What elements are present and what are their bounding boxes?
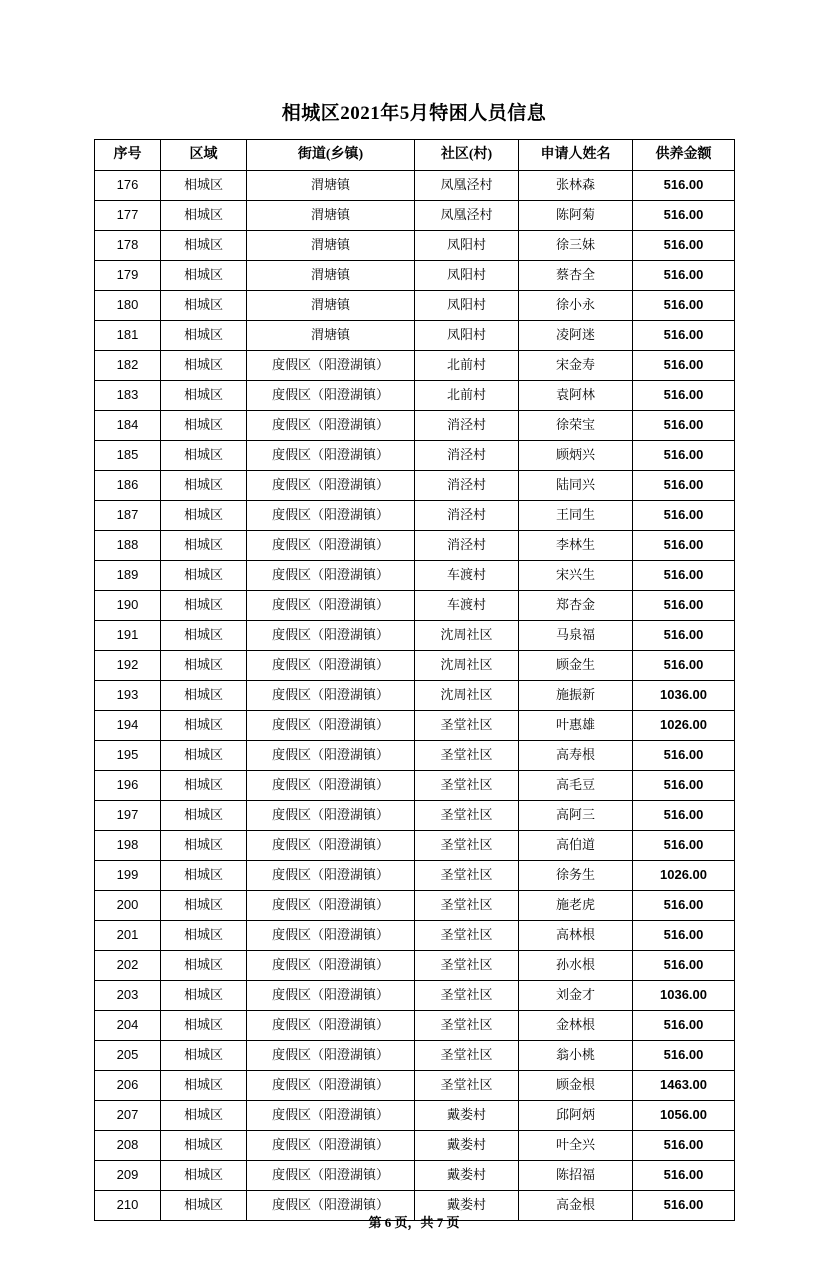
cell-community: 圣堂社区 — [415, 1041, 519, 1071]
cell-index: 200 — [95, 891, 161, 921]
cell-applicant: 金林根 — [519, 1011, 633, 1041]
cell-index: 176 — [95, 171, 161, 201]
cell-index: 177 — [95, 201, 161, 231]
cell-street: 度假区（阳澄湖镇） — [247, 1101, 415, 1131]
cell-community: 圣堂社区 — [415, 861, 519, 891]
table-row — [95, 471, 735, 501]
cell-index: 207 — [95, 1101, 161, 1131]
cell-index: 178 — [95, 231, 161, 261]
cell-applicant: 叶全兴 — [519, 1131, 633, 1161]
cell-community: 消泾村 — [415, 501, 519, 531]
cell-amount: 516.00 — [633, 771, 735, 801]
cell-street: 度假区（阳澄湖镇） — [247, 381, 415, 411]
cell-applicant: 徐务生 — [519, 861, 633, 891]
cell-amount: 516.00 — [633, 921, 735, 951]
table-row — [95, 1071, 735, 1101]
cell-region: 相城区 — [161, 501, 247, 531]
cell-region: 相城区 — [161, 741, 247, 771]
cell-index: 206 — [95, 1071, 161, 1101]
cell-amount: 516.00 — [633, 591, 735, 621]
column-header-community: 社区(村) — [415, 140, 519, 171]
table-row — [95, 861, 735, 891]
table-row — [95, 381, 735, 411]
cell-community: 圣堂社区 — [415, 891, 519, 921]
cell-community: 圣堂社区 — [415, 1011, 519, 1041]
cell-amount: 1026.00 — [633, 711, 735, 741]
cell-region: 相城区 — [161, 291, 247, 321]
table-row — [95, 351, 735, 381]
cell-region: 相城区 — [161, 1161, 247, 1191]
cell-applicant: 宋兴生 — [519, 561, 633, 591]
cell-applicant: 宋金寿 — [519, 351, 633, 381]
cell-applicant: 王同生 — [519, 501, 633, 531]
cell-community: 北前村 — [415, 351, 519, 381]
table-row — [95, 1131, 735, 1161]
cell-region: 相城区 — [161, 351, 247, 381]
cell-applicant: 施老虎 — [519, 891, 633, 921]
cell-region: 相城区 — [161, 171, 247, 201]
cell-index: 194 — [95, 711, 161, 741]
cell-applicant: 马泉福 — [519, 621, 633, 651]
cell-region: 相城区 — [161, 891, 247, 921]
table-row — [95, 711, 735, 741]
cell-street: 度假区（阳澄湖镇） — [247, 681, 415, 711]
table-row — [95, 891, 735, 921]
table-row — [95, 1161, 735, 1191]
cell-amount: 516.00 — [633, 351, 735, 381]
cell-applicant: 张林森 — [519, 171, 633, 201]
cell-amount: 1056.00 — [633, 1101, 735, 1131]
cell-region: 相城区 — [161, 441, 247, 471]
cell-applicant: 袁阿林 — [519, 381, 633, 411]
cell-street: 度假区（阳澄湖镇） — [247, 831, 415, 861]
table-row — [95, 621, 735, 651]
cell-community: 凤凰泾村 — [415, 171, 519, 201]
cell-applicant: 孙水根 — [519, 951, 633, 981]
cell-applicant: 蔡杏全 — [519, 261, 633, 291]
cell-amount: 1036.00 — [633, 681, 735, 711]
table-row — [95, 651, 735, 681]
cell-index: 181 — [95, 321, 161, 351]
cell-applicant: 刘金才 — [519, 981, 633, 1011]
cell-applicant: 郑杏金 — [519, 591, 633, 621]
table-row — [95, 1011, 735, 1041]
cell-region: 相城区 — [161, 921, 247, 951]
cell-street: 度假区（阳澄湖镇） — [247, 1071, 415, 1101]
cell-index: 186 — [95, 471, 161, 501]
cell-applicant: 顾炳兴 — [519, 441, 633, 471]
cell-community: 圣堂社区 — [415, 771, 519, 801]
cell-street: 度假区（阳澄湖镇） — [247, 711, 415, 741]
cell-community: 车渡村 — [415, 561, 519, 591]
cell-index: 199 — [95, 861, 161, 891]
cell-region: 相城区 — [161, 861, 247, 891]
table-row — [95, 171, 735, 201]
table-row — [95, 501, 735, 531]
cell-applicant: 施振新 — [519, 681, 633, 711]
cell-index: 184 — [95, 411, 161, 441]
table-row — [95, 561, 735, 591]
cell-community: 凤凰泾村 — [415, 201, 519, 231]
cell-community: 圣堂社区 — [415, 801, 519, 831]
cell-amount: 516.00 — [633, 201, 735, 231]
cell-region: 相城区 — [161, 231, 247, 261]
cell-region: 相城区 — [161, 1041, 247, 1071]
cell-street: 度假区（阳澄湖镇） — [247, 771, 415, 801]
cell-applicant: 陈招福 — [519, 1161, 633, 1191]
cell-community: 沈周社区 — [415, 621, 519, 651]
cell-amount: 516.00 — [633, 1191, 735, 1221]
cell-applicant: 高林根 — [519, 921, 633, 951]
cell-applicant: 顾金生 — [519, 651, 633, 681]
cell-street: 度假区（阳澄湖镇） — [247, 591, 415, 621]
cell-region: 相城区 — [161, 591, 247, 621]
column-header-amount: 供养金额 — [633, 140, 735, 171]
cell-community: 北前村 — [415, 381, 519, 411]
table-row — [95, 921, 735, 951]
cell-amount: 516.00 — [633, 651, 735, 681]
column-header-applicant: 申请人姓名 — [519, 140, 633, 171]
cell-index: 210 — [95, 1191, 161, 1221]
cell-street: 度假区（阳澄湖镇） — [247, 891, 415, 921]
cell-applicant: 凌阿迷 — [519, 321, 633, 351]
cell-street: 度假区（阳澄湖镇） — [247, 471, 415, 501]
cell-street: 度假区（阳澄湖镇） — [247, 1131, 415, 1161]
cell-applicant: 高阿三 — [519, 801, 633, 831]
column-header-region: 区域 — [161, 140, 247, 171]
cell-index: 189 — [95, 561, 161, 591]
cell-region: 相城区 — [161, 621, 247, 651]
cell-community: 戴娄村 — [415, 1191, 519, 1221]
cell-applicant: 徐荣宝 — [519, 411, 633, 441]
page-footer: 第 6 页，共 7 页 — [368, 1215, 460, 1230]
table-row — [95, 771, 735, 801]
cell-applicant: 陈阿菊 — [519, 201, 633, 231]
cell-community: 消泾村 — [415, 411, 519, 441]
cell-street: 度假区（阳澄湖镇） — [247, 1161, 415, 1191]
cell-amount: 516.00 — [633, 441, 735, 471]
cell-region: 相城区 — [161, 1191, 247, 1221]
cell-community: 凤阳村 — [415, 261, 519, 291]
cell-street: 度假区（阳澄湖镇） — [247, 651, 415, 681]
table-row — [95, 441, 735, 471]
cell-index: 201 — [95, 921, 161, 951]
table-row — [95, 801, 735, 831]
cell-community: 消泾村 — [415, 441, 519, 471]
cell-community: 消泾村 — [415, 471, 519, 501]
cell-region: 相城区 — [161, 1131, 247, 1161]
cell-street: 度假区（阳澄湖镇） — [247, 411, 415, 441]
cell-region: 相城区 — [161, 951, 247, 981]
cell-index: 203 — [95, 981, 161, 1011]
cell-community: 戴娄村 — [415, 1101, 519, 1131]
cell-community: 凤阳村 — [415, 231, 519, 261]
cell-street: 渭塘镇 — [247, 231, 415, 261]
table-row — [95, 1101, 735, 1131]
table-row — [95, 531, 735, 561]
cell-community: 车渡村 — [415, 591, 519, 621]
cell-index: 191 — [95, 621, 161, 651]
cell-index: 190 — [95, 591, 161, 621]
cell-amount: 516.00 — [633, 291, 735, 321]
table-row — [95, 981, 735, 1011]
cell-street: 度假区（阳澄湖镇） — [247, 981, 415, 1011]
cell-community: 凤阳村 — [415, 321, 519, 351]
table-row — [95, 201, 735, 231]
cell-index: 202 — [95, 951, 161, 981]
cell-index: 187 — [95, 501, 161, 531]
cell-applicant: 陆同兴 — [519, 471, 633, 501]
cell-applicant: 翁小桃 — [519, 1041, 633, 1071]
column-header-street: 街道(乡镇) — [247, 140, 415, 171]
cell-street: 度假区（阳澄湖镇） — [247, 501, 415, 531]
cell-street: 度假区（阳澄湖镇） — [247, 351, 415, 381]
cell-region: 相城区 — [161, 531, 247, 561]
cell-amount: 1463.00 — [633, 1071, 735, 1101]
cell-amount: 516.00 — [633, 561, 735, 591]
cell-amount: 516.00 — [633, 831, 735, 861]
table-row — [95, 291, 735, 321]
cell-amount: 516.00 — [633, 741, 735, 771]
cell-community: 圣堂社区 — [415, 741, 519, 771]
cell-applicant: 徐小永 — [519, 291, 633, 321]
cell-community: 圣堂社区 — [415, 831, 519, 861]
cell-community: 圣堂社区 — [415, 711, 519, 741]
cell-amount: 516.00 — [633, 261, 735, 291]
cell-applicant: 徐三妹 — [519, 231, 633, 261]
cell-amount: 516.00 — [633, 171, 735, 201]
cell-amount: 516.00 — [633, 321, 735, 351]
cell-street: 度假区（阳澄湖镇） — [247, 801, 415, 831]
table-header — [95, 140, 735, 171]
cell-amount: 1036.00 — [633, 981, 735, 1011]
cell-index: 209 — [95, 1161, 161, 1191]
cell-index: 196 — [95, 771, 161, 801]
cell-region: 相城区 — [161, 711, 247, 741]
cell-street: 度假区（阳澄湖镇） — [247, 531, 415, 561]
cell-index: 192 — [95, 651, 161, 681]
cell-index: 198 — [95, 831, 161, 861]
cell-index: 182 — [95, 351, 161, 381]
cell-street: 渭塘镇 — [247, 291, 415, 321]
cell-index: 185 — [95, 441, 161, 471]
cell-region: 相城区 — [161, 681, 247, 711]
cell-street: 度假区（阳澄湖镇） — [247, 951, 415, 981]
table-row — [95, 951, 735, 981]
cell-amount: 516.00 — [633, 411, 735, 441]
cell-applicant: 高金根 — [519, 1191, 633, 1221]
cell-community: 沈周社区 — [415, 651, 519, 681]
cell-index: 188 — [95, 531, 161, 561]
cell-street: 度假区（阳澄湖镇） — [247, 1041, 415, 1071]
cell-region: 相城区 — [161, 1011, 247, 1041]
table-row — [95, 411, 735, 441]
cell-street: 度假区（阳澄湖镇） — [247, 1191, 415, 1221]
cell-amount: 516.00 — [633, 801, 735, 831]
cell-amount: 516.00 — [633, 951, 735, 981]
table-row — [95, 261, 735, 291]
cell-region: 相城区 — [161, 261, 247, 291]
table-row — [95, 1041, 735, 1071]
cell-index: 179 — [95, 261, 161, 291]
cell-community: 凤阳村 — [415, 291, 519, 321]
cell-street: 渭塘镇 — [247, 321, 415, 351]
cell-amount: 516.00 — [633, 1041, 735, 1071]
cell-amount: 516.00 — [633, 501, 735, 531]
cell-applicant: 邱阿炳 — [519, 1101, 633, 1131]
cell-street: 度假区（阳澄湖镇） — [247, 441, 415, 471]
cell-street: 渭塘镇 — [247, 261, 415, 291]
cell-index: 193 — [95, 681, 161, 711]
cell-index: 208 — [95, 1131, 161, 1161]
cell-region: 相城区 — [161, 771, 247, 801]
cell-street: 渭塘镇 — [247, 201, 415, 231]
cell-amount: 516.00 — [633, 1161, 735, 1191]
cell-region: 相城区 — [161, 1101, 247, 1131]
cell-street: 度假区（阳澄湖镇） — [247, 1011, 415, 1041]
cell-index: 197 — [95, 801, 161, 831]
page-title: 相城区2021年5月特困人员信息 — [281, 103, 547, 124]
cell-street: 度假区（阳澄湖镇） — [247, 741, 415, 771]
cell-applicant: 高伯道 — [519, 831, 633, 861]
cell-community: 圣堂社区 — [415, 1071, 519, 1101]
cell-applicant: 叶惠雄 — [519, 711, 633, 741]
table-row — [95, 741, 735, 771]
cell-amount: 516.00 — [633, 231, 735, 261]
cell-region: 相城区 — [161, 651, 247, 681]
cell-amount: 516.00 — [633, 1131, 735, 1161]
cell-region: 相城区 — [161, 1071, 247, 1101]
cell-amount: 516.00 — [633, 381, 735, 411]
cell-index: 183 — [95, 381, 161, 411]
cell-region: 相城区 — [161, 801, 247, 831]
cell-region: 相城区 — [161, 561, 247, 591]
cell-index: 195 — [95, 741, 161, 771]
table-row — [95, 321, 735, 351]
cell-region: 相城区 — [161, 321, 247, 351]
table-row — [95, 681, 735, 711]
table-body — [95, 171, 735, 1221]
cell-region: 相城区 — [161, 981, 247, 1011]
cell-amount: 516.00 — [633, 531, 735, 561]
cell-region: 相城区 — [161, 411, 247, 441]
cell-amount: 516.00 — [633, 621, 735, 651]
table-row — [95, 831, 735, 861]
table-row — [95, 591, 735, 621]
cell-region: 相城区 — [161, 201, 247, 231]
cell-applicant: 李林生 — [519, 531, 633, 561]
cell-applicant: 高寿根 — [519, 741, 633, 771]
table-container — [94, 139, 734, 1221]
cell-street: 度假区（阳澄湖镇） — [247, 861, 415, 891]
cell-community: 戴娄村 — [415, 1161, 519, 1191]
cell-index: 204 — [95, 1011, 161, 1041]
cell-street: 度假区（阳澄湖镇） — [247, 561, 415, 591]
cell-community: 戴娄村 — [415, 1131, 519, 1161]
cell-community: 圣堂社区 — [415, 981, 519, 1011]
cell-index: 205 — [95, 1041, 161, 1071]
table-header-row — [95, 140, 735, 171]
cell-amount: 516.00 — [633, 1011, 735, 1041]
table-row — [95, 231, 735, 261]
document-page — [0, 98, 828, 1269]
cell-community: 圣堂社区 — [415, 951, 519, 981]
cell-region: 相城区 — [161, 831, 247, 861]
cell-community: 消泾村 — [415, 531, 519, 561]
cell-region: 相城区 — [161, 471, 247, 501]
cell-amount: 1026.00 — [633, 861, 735, 891]
cell-index: 180 — [95, 291, 161, 321]
column-header-index: 序号 — [95, 140, 161, 171]
cell-street: 度假区（阳澄湖镇） — [247, 921, 415, 951]
cell-community: 沈周社区 — [415, 681, 519, 711]
cell-street: 渭塘镇 — [247, 171, 415, 201]
cell-amount: 516.00 — [633, 471, 735, 501]
cell-region: 相城区 — [161, 381, 247, 411]
cell-applicant: 顾金根 — [519, 1071, 633, 1101]
special-hardship-personnel-table — [94, 139, 735, 1221]
cell-street: 度假区（阳澄湖镇） — [247, 621, 415, 651]
cell-applicant: 高毛豆 — [519, 771, 633, 801]
cell-community: 圣堂社区 — [415, 921, 519, 951]
cell-amount: 516.00 — [633, 891, 735, 921]
